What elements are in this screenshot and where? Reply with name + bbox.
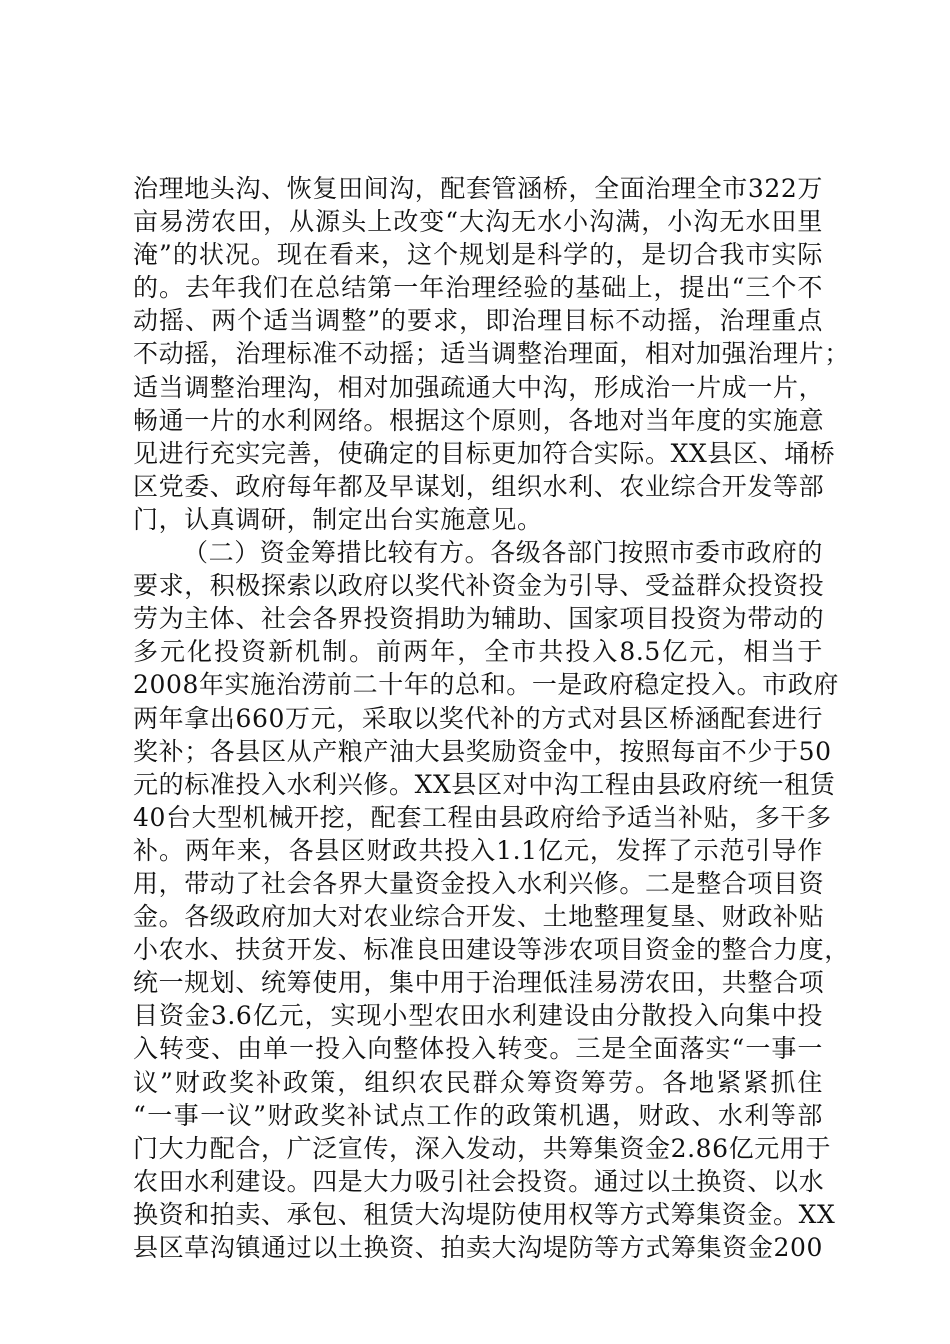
- text-line: 区党委、政府每年都及早谋划，组织水利、农业综合开发等部: [133, 471, 825, 501]
- text-line: 两年拿出660万元，采取以奖代补的方式对县区桥涵配套进行: [133, 703, 823, 733]
- text-line: 目资金3.6亿元，实现小型农田水利建设由分散投入向集中投: [133, 1001, 823, 1031]
- document-body-text: [133, 172, 850, 1264]
- text-line: 补。两年来，各县区财政共投入1.1亿元，发挥了示范引导作: [133, 835, 823, 865]
- text-line: 2008年实施治涝前二十年的总和。一是政府稳定投入。市政府: [133, 670, 840, 700]
- text-line: 统一规划、统筹使用，集中用于治理低洼易涝农田，共整合项: [133, 968, 825, 998]
- text-line-indented: （二）资金筹措比较有方。各级各部门按照市委市政府的: [183, 538, 824, 568]
- text-line: 要求，积极探索以政府以奖代补资金为引导、受益群众投资投: [133, 571, 825, 601]
- text-line: 多元化投资新机制。前两年，全市共投入8.5亿元，相当于: [133, 637, 823, 667]
- text-line: 小农水、扶贫开发、标准良田建设等涉农项目资金的整合力度，: [133, 935, 850, 965]
- text-line: 县区草沟镇通过以土换资、拍卖大沟堤防等方式筹集资金200: [133, 1233, 823, 1262]
- text-line: 亩易涝农田，从源头上改变“大沟无水小沟满，小沟无水田里: [133, 207, 823, 237]
- text-line: 元的标准投入水利兴修。XX县区对中沟工程由县政府统一租赁: [133, 769, 836, 799]
- text-line: 入转变、由单一投入向整体投入转变。三是全面落实“一事一: [133, 1034, 823, 1064]
- text-line: 不动摇，治理标准不动摇；适当调整治理面，相对加强治理片；: [133, 339, 850, 369]
- text-line: 门大力配合，广泛宣传，深入发动，共筹集资金2.86亿元用于: [133, 1133, 832, 1163]
- text-line: 换资和拍卖、承包、租赁大沟堤防使用权等方式筹集资金。XX: [133, 1199, 836, 1229]
- text-line: 40台大型机械开挖，配套工程由县政府给予适当补贴，多干多: [133, 802, 832, 832]
- text-line: 门，认真调研，制定出台实施意见。: [133, 504, 543, 534]
- text-line: 的。去年我们在总结第一年治理经验的基础上，提出“三个不: [133, 273, 823, 303]
- text-line: 适当调整治理沟，相对加强疏通大中沟，形成治一片成一片，: [133, 372, 825, 402]
- text-line: 奖补；各县区从产粮产油大县奖励资金中，按照每亩不少于50: [133, 736, 832, 766]
- text-line: 劳为主体、社会各界投资捐助为辅助、国家项目投资为带动的: [133, 604, 825, 634]
- text-line: 畅通一片的水利网络。根据这个原则，各地对当年度的实施意: [133, 405, 825, 435]
- text-line: 农田水利建设。四是大力吸引社会投资。通过以土换资、以水: [133, 1166, 825, 1196]
- text-line: 用，带动了社会各界大量资金投入水利兴修。二是整合项目资: [133, 868, 825, 898]
- text-line: 淹”的状况。现在看来，这个规划是科学的，是切合我市实际: [133, 240, 823, 270]
- text-line: “一事一议”财政奖补试点工作的政策机遇，财政、水利等部: [133, 1100, 823, 1130]
- text-line: 见进行充实完善，使确定的目标更加符合实际。XX县区、埇桥: [133, 438, 836, 468]
- text-line: 动摇、两个适当调整”的要求，即治理目标不动摇，治理重点: [133, 306, 823, 336]
- text-line: 治理地头沟、恢复田间沟，配套管涵桥，全面治理全市322万: [133, 174, 823, 203]
- text-line: 议”财政奖补政策，组织农民群众筹资筹劳。各地紧紧抓住: [133, 1067, 823, 1097]
- text-line: 金。各级政府加大对农业综合开发、土地整理复垦、财政补贴: [133, 902, 825, 932]
